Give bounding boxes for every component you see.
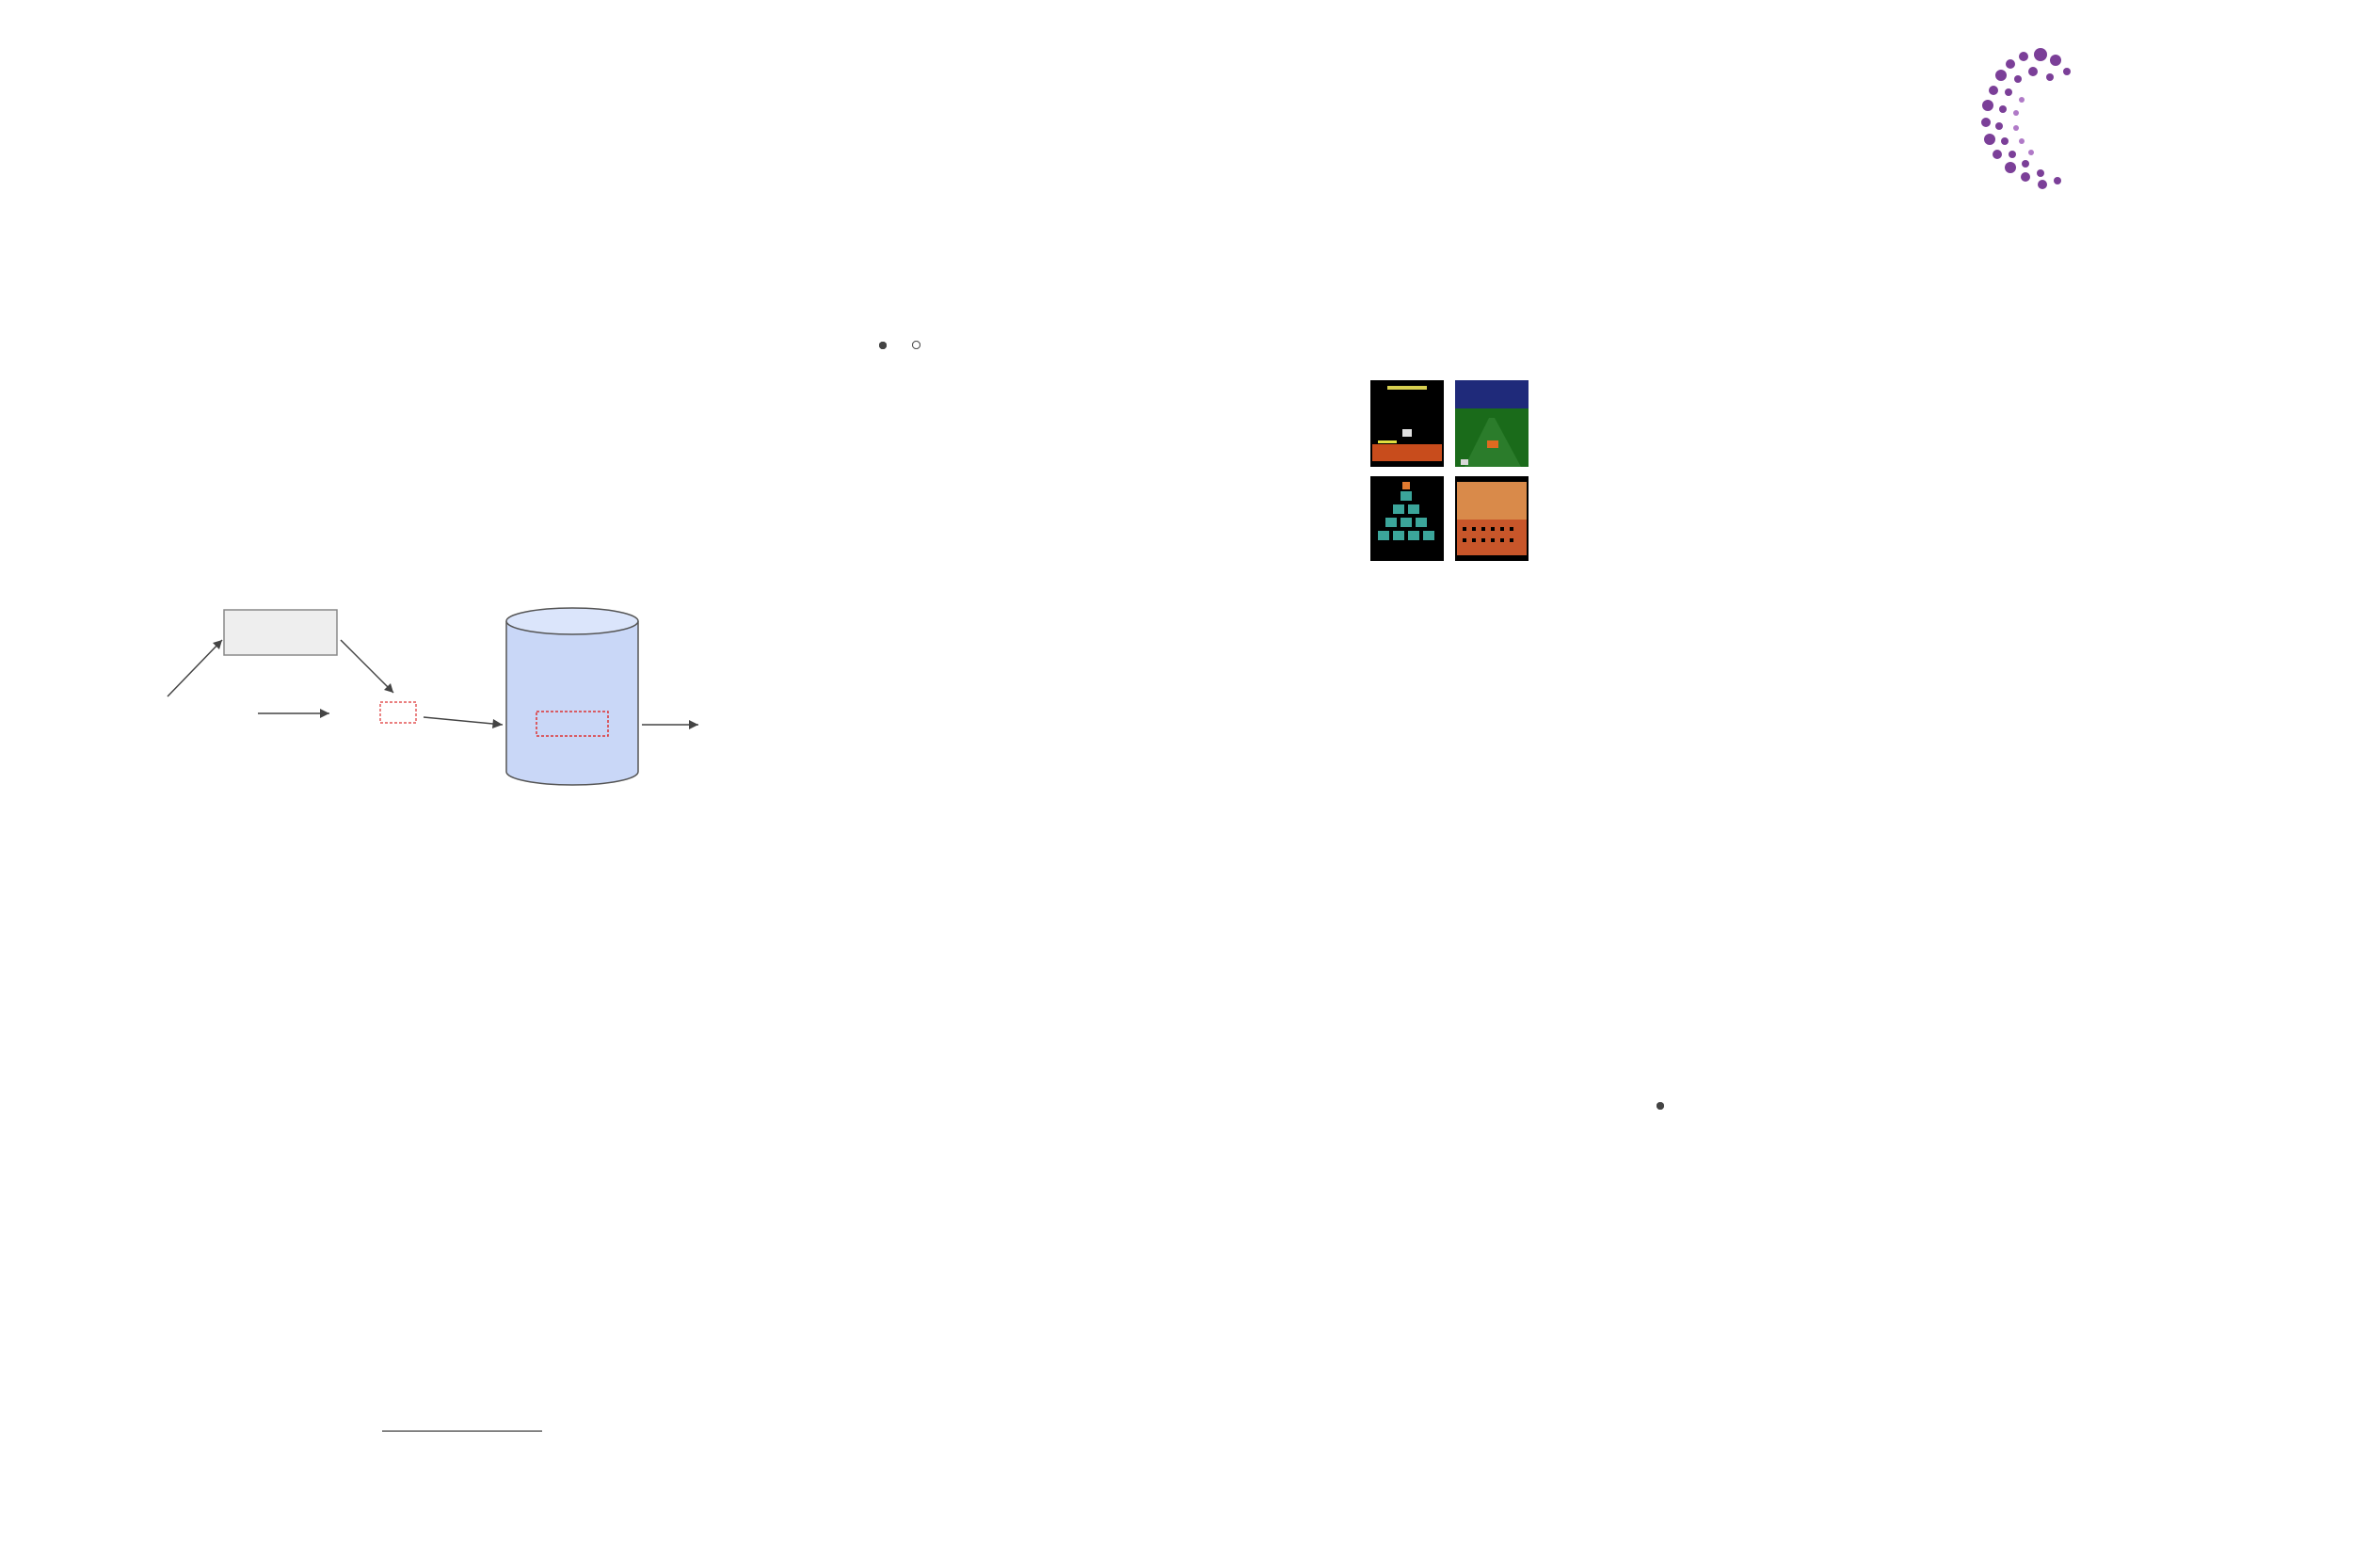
arrow-append [424,717,503,725]
atari-thumb-1 [1370,380,1444,467]
onpolicy-formula [226,1431,565,1496]
atari-thumb-2 [1455,380,1529,467]
priority-function-box [224,610,337,655]
selection-methods-chart [873,1156,1523,1525]
fifo-bar-chart [949,734,1408,1033]
state-distribution-figure [1973,779,2283,1058]
atari-thumbnails [1370,380,1529,561]
priority-highlight [380,702,416,723]
method-diagram [73,602,751,809]
qr-code [2202,1412,2327,1536]
neurips-logo-icon [1975,43,2088,194]
neurips-logo [1975,43,2313,194]
arrow-from-priority [341,640,393,693]
contributions-chart [1662,403,2265,753]
arrow-to-priority [168,640,222,696]
atari-thumb-4 [1455,476,1529,561]
onpolicy-formula-num [382,1431,542,1432]
relay-buffer-cylinder [506,621,638,785]
atari-thumb-3 [1370,476,1444,561]
